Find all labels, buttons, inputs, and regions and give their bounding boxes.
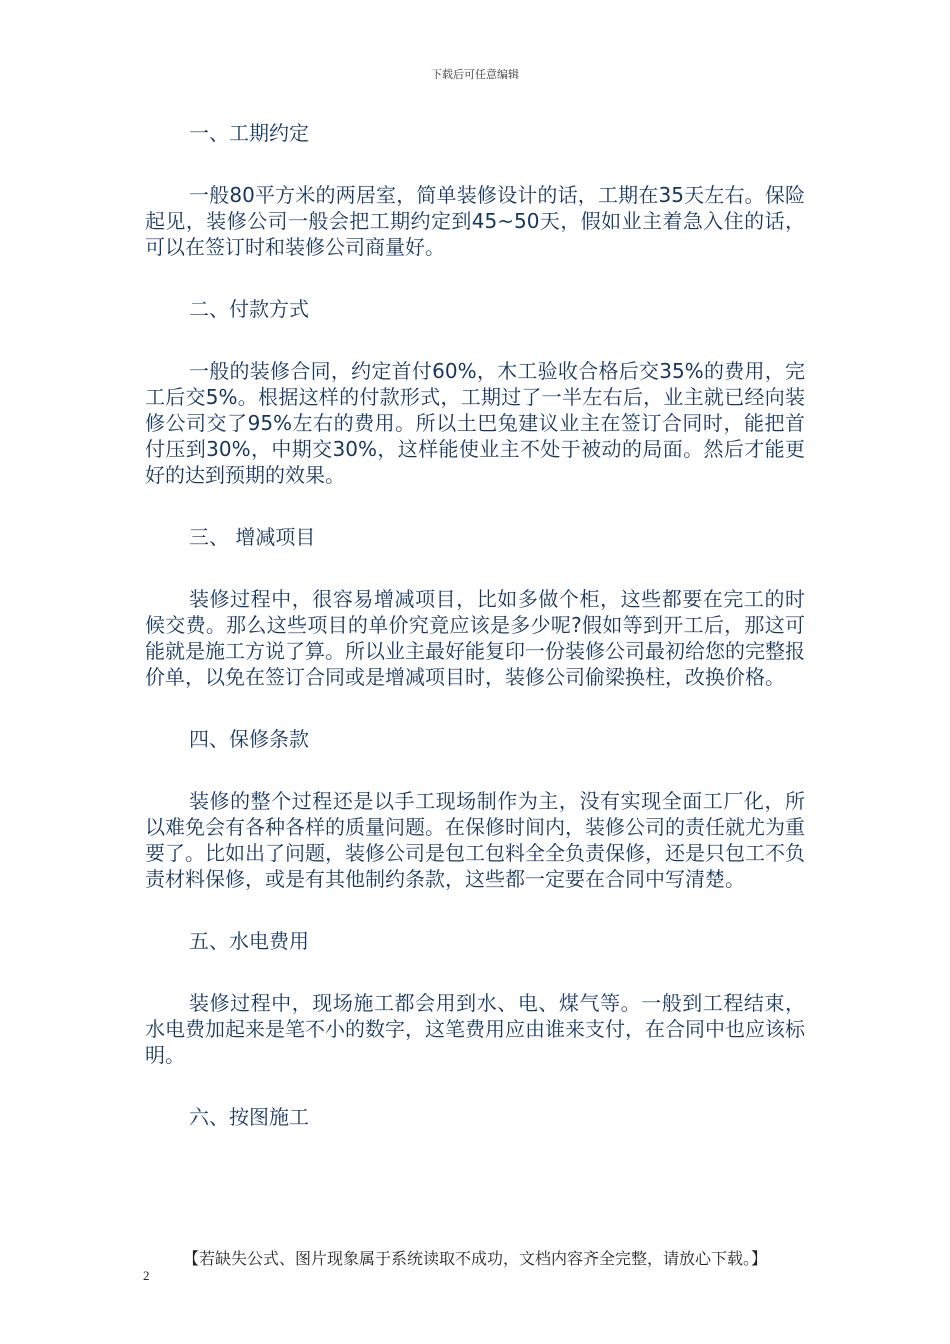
page-number: 2 — [143, 1268, 150, 1283]
section-heading-3: 三、 增减项目 — [189, 525, 316, 549]
section-heading-4: 四、保修条款 — [189, 727, 309, 751]
section-body-1: 一般80平方米的两居室，简单装修设计的话，工期在35天左右。保险起见，装修公司一般会把工期约定到45~50天，假如业主着急入住的话，可以在签订时和装修公司商量好。 — [145, 183, 805, 259]
section-body-4: 装修的整个过程还是以手工现场制作为主，没有实现全面工厂化，所以难免会有各种各样的质量问题。在保修时间内，装修公司的责任就尤为重要了。比如出了问题，装修公司是包工包料全全负责保修，还是只包工不负责材料保修，或是有其他制约条款，这些都一定要在合同中写清楚。 — [145, 789, 805, 891]
section-heading-2: 二、付款方式 — [189, 297, 309, 321]
section-body-5: 装修过程中，现场施工都会用到水、电、煤气等。一般到工程结束，水电费加起来是笔不小的数字，这笔费用应由谁来支付，在合同中也应该标明。 — [145, 991, 805, 1067]
section-body-2: 一般的装修合同，约定首付60%，木工验收合格后交35%的费用，完工后交5%。根据这样的付款形式，工期过了一半左右后，业主就已经向装修公司交了95%左右的费用。所以土巴兔建议业主在签订合同时，能把首付压到30%，中期交30%，这样能使业主不处于被动的局面。然后才能更好的达到预期的效果。 — [145, 359, 805, 487]
section-heading-1: 一、工期约定 — [189, 121, 309, 145]
section-heading-6: 六、按图施工 — [189, 1105, 309, 1129]
footer-note: 【若缺失公式、图片现象属于系统读取不成功，文档内容齐全完整，请放心下载。】 — [182, 1249, 767, 1268]
document-body — [145, 120, 805, 1130]
section-heading-5: 五、水电费用 — [189, 929, 309, 953]
section-body-3: 装修过程中，很容易增减项目，比如多做个柜，这些都要在完工的时候交费。那么这些项目的单价究竟应该是多少呢?假如等到开工后，那这可能就是施工方说了算。所以业主最好能复印一份装修公司最初给您的完整报价单，以免在签订合同或是增减项目时，装修公司偷梁换柱，改换价格。 — [145, 587, 805, 689]
header-note: 下载后可任意编辑 — [431, 68, 519, 81]
